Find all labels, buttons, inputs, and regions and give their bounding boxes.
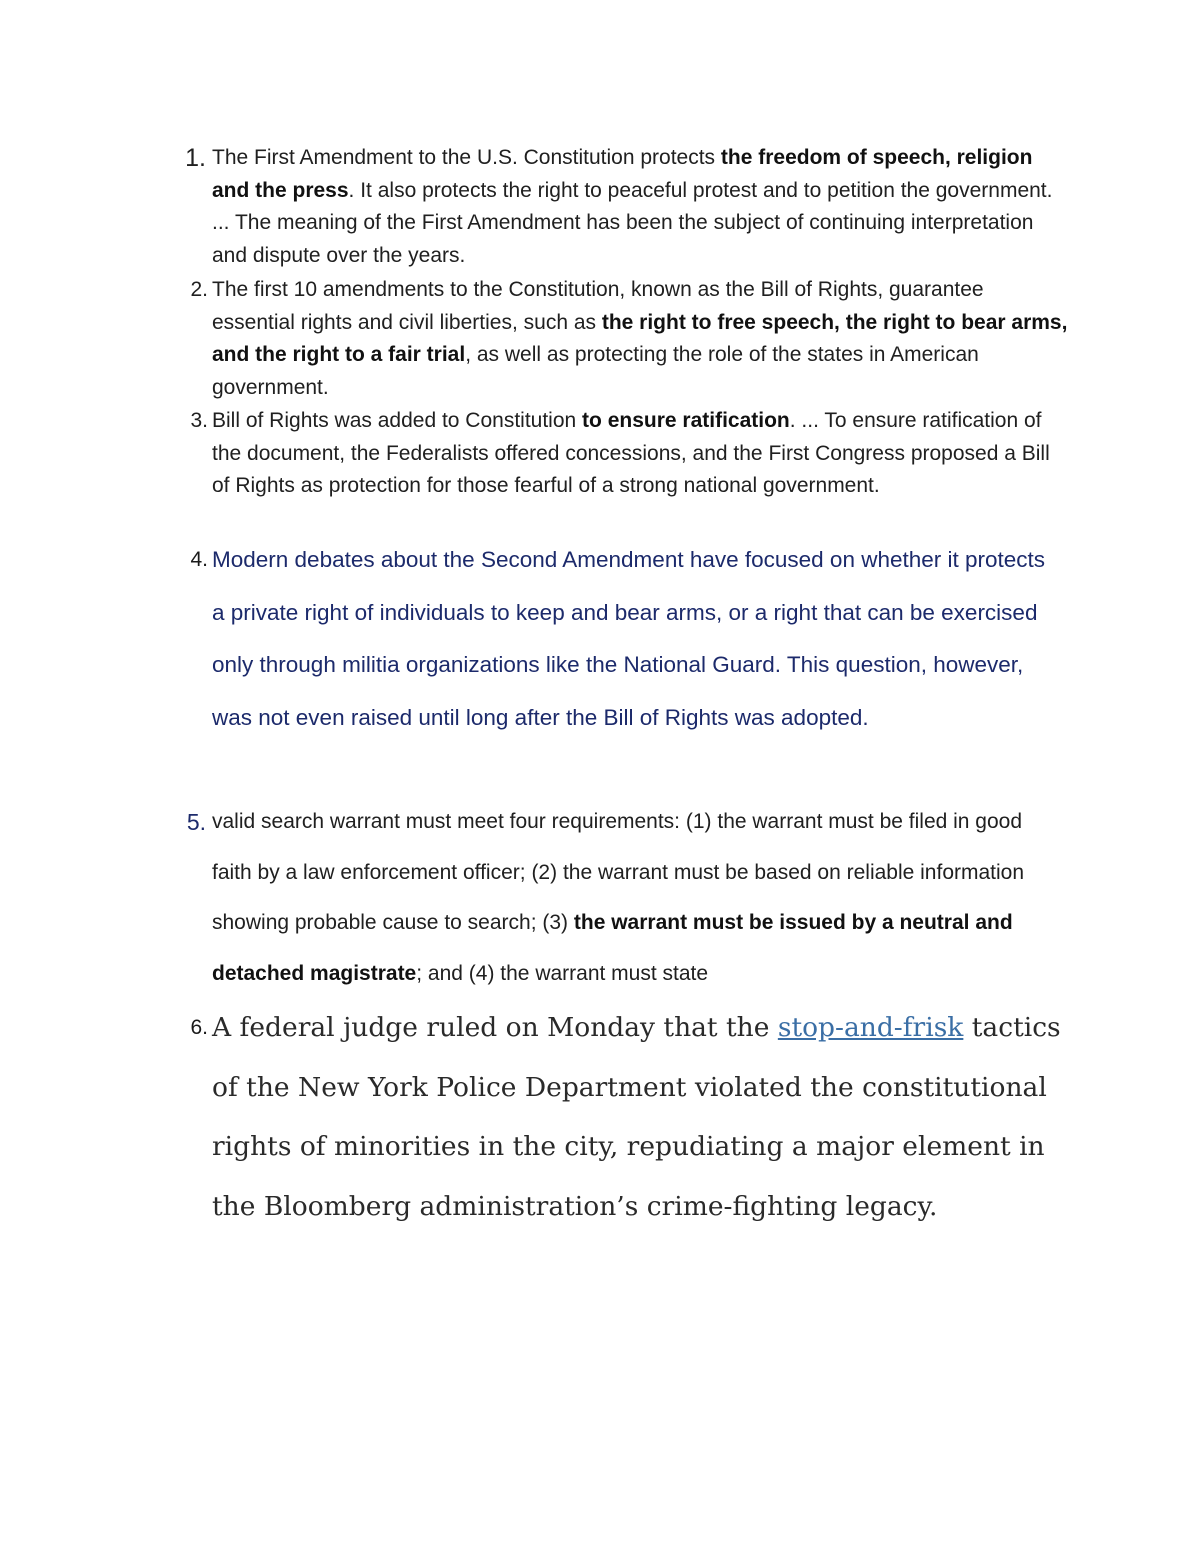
- list-item-4: [190, 534, 1062, 744]
- item-text: valid search warrant must meet four requirements: (1) the warrant must be filed in good faith by a law enforcement officer; (2) the warrant must be based on reliable information showing probable cause to search; (3): [212, 810, 1025, 934]
- list-number: 2.: [190, 278, 208, 301]
- item-text: . It also protects the right to peaceful protest and to petition the government. ... The meaning of the First Amendment has been the subject of continuing interpretation and dispute over the years.: [212, 178, 1053, 267]
- item-bold-text: the freedom of speech, religion and the press: [212, 146, 1033, 202]
- item-text: ; and (4) the warrant must state: [416, 961, 709, 985]
- list-item-3: [190, 405, 1072, 503]
- item-text: . ... To ensure ratification of the document, the Federalists offered concessions, and the First Congress proposed a Bill of Rights as protection for those fearful of a strong national government.: [212, 409, 1050, 497]
- item-bold-text: the right to free speech, the right to bear arms, and the right to a fair trial: [212, 310, 1068, 366]
- list-number: 4.: [190, 548, 208, 571]
- list-number: 6.: [190, 1016, 208, 1039]
- stop-and-frisk-link[interactable]: stop-and-frisk: [777, 1012, 964, 1043]
- item-text: A federal judge ruled on Monday that the: [212, 1012, 778, 1043]
- list-number: 3.: [190, 409, 208, 432]
- list-item-5: [186, 797, 1062, 999]
- list-item-6: [190, 998, 1062, 1236]
- list-item-1: [185, 142, 1072, 272]
- item-text: Modern debates about the Second Amendment have focused on whether it protects a private right of individuals to keep and bear arms, or a right that can be exercised only through militia organizations like the National Guard. This question, however, was not even raised until long after the Bill of Rights was adopted.: [212, 547, 1046, 730]
- item-text: The first 10 amendments to the Constitution, known as the Bill of Rights, guarantee essential rights and civil liberties, such as: [212, 278, 984, 334]
- item-text: , as well as protecting the role of the states in American government.: [212, 343, 979, 399]
- list-item-2: [190, 274, 1072, 404]
- item-bold-text: to ensure ratification: [582, 409, 790, 432]
- list-number: 1.: [185, 144, 206, 172]
- item-text: Bill of Rights was added to Constitution: [212, 409, 583, 432]
- item-text: The First Amendment to the U.S. Constitution protects: [212, 146, 721, 169]
- list-number: 5.: [186, 809, 206, 835]
- item-text: tactics of the New York Police Department violated the constitutional rights of minorities in the city, repudiating a major element in the Bloomberg administration’s crime-fighting legacy.: [212, 1012, 1061, 1222]
- item-bold-text: the warrant must be issued by a neutral and detached magistrate: [212, 911, 1013, 985]
